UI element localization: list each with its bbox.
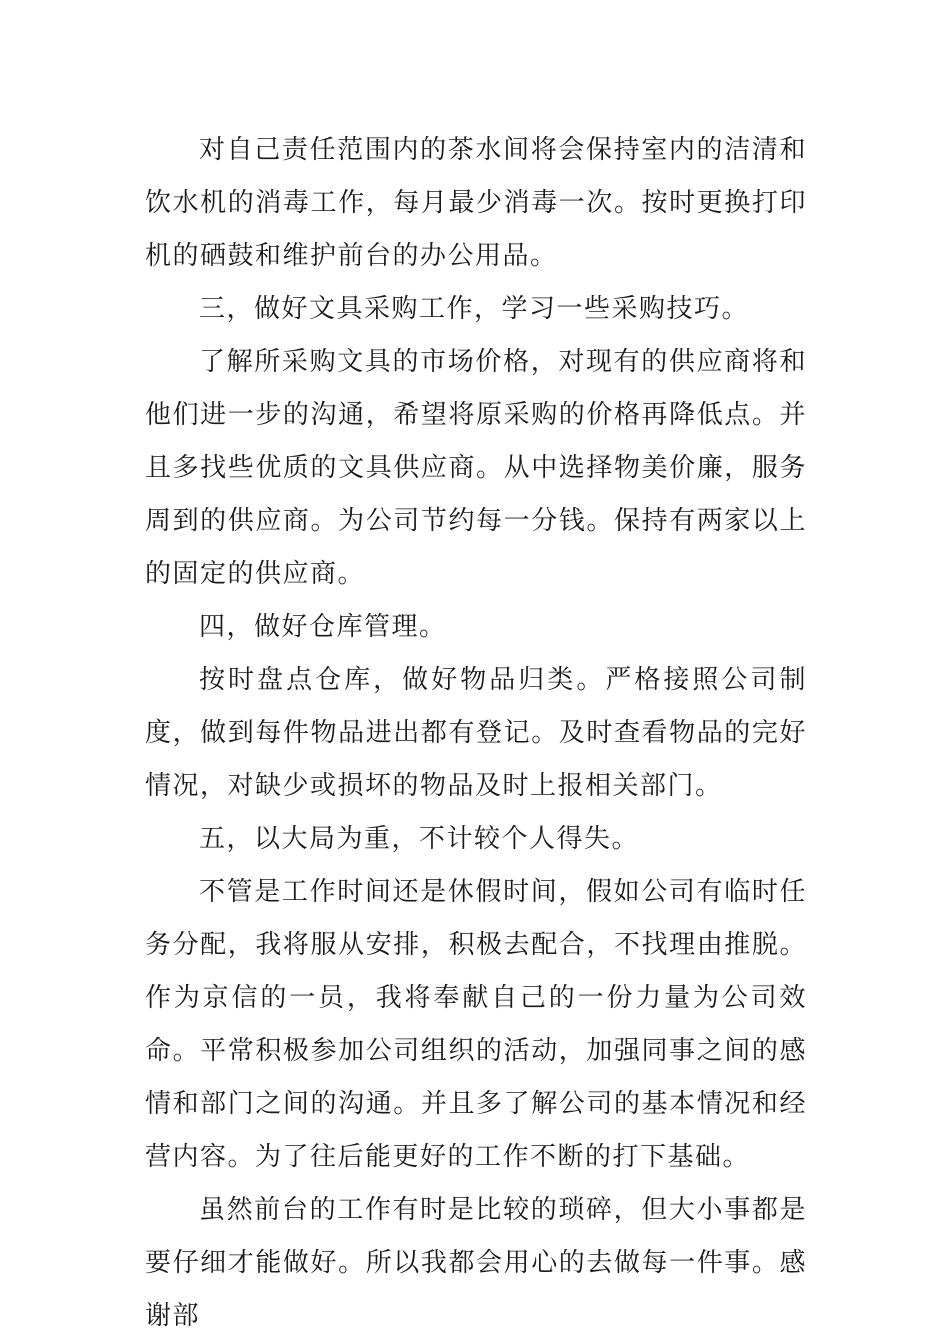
- document-body: [145, 124, 807, 1343]
- paragraph-warehouse-management: 按时盘点仓库，做好物品归类。严格接照公司制度，做到每件物品进出都有登记。及时查看物品的完好情况，对缺少或损坏的物品及时上报相关部门。: [145, 665, 807, 801]
- paragraph-stationery-purchasing: 了解所采购文具的市场价格，对现有的供应商将和他们进一步的沟通，希望将原采购的价格再降低点。并且多找些优质的文具供应商。从中选择物美价廉，服务周到的供应商。为公司节约每一分钱。保持有两家以上的固定的供应商。: [145, 347, 807, 589]
- heading-warehouse-management: 四，做好仓库管理。: [199, 612, 447, 642]
- heading-overall-situation: 五，以大局为重，不计较个人得失。: [199, 824, 640, 854]
- heading-stationery-purchasing: 三，做好文具采购工作，学习一些采购技巧。: [199, 294, 750, 324]
- paragraph-overall-situation: 不管是工作时间还是休假时间，假如公司有临时任务分配，我将服从安排，积极去配合，不找理由推脱。作为京信的一员，我将奉献自己的一份力量为公司效命。平常积极参加公司组织的活动，加强同事之间的感情和部门之间的沟通。并且多了解公司的基本情况和经营内容。为了往后能更好的工作不断的打下基础。: [145, 877, 807, 1172]
- paragraph-tea-room: 对自己责任范围内的茶水间将会保持室内的洁清和饮水机的消毒工作，每月最少消毒一次。按时更换打印机的硒鼓和维护前台的办公用品。: [145, 135, 807, 271]
- paragraph-closing: 虽然前台的工作有时是比较的琐碎，但大小事都是要仔细才能做好。所以我都会用心的去做每一件事。感谢部: [145, 1195, 807, 1331]
